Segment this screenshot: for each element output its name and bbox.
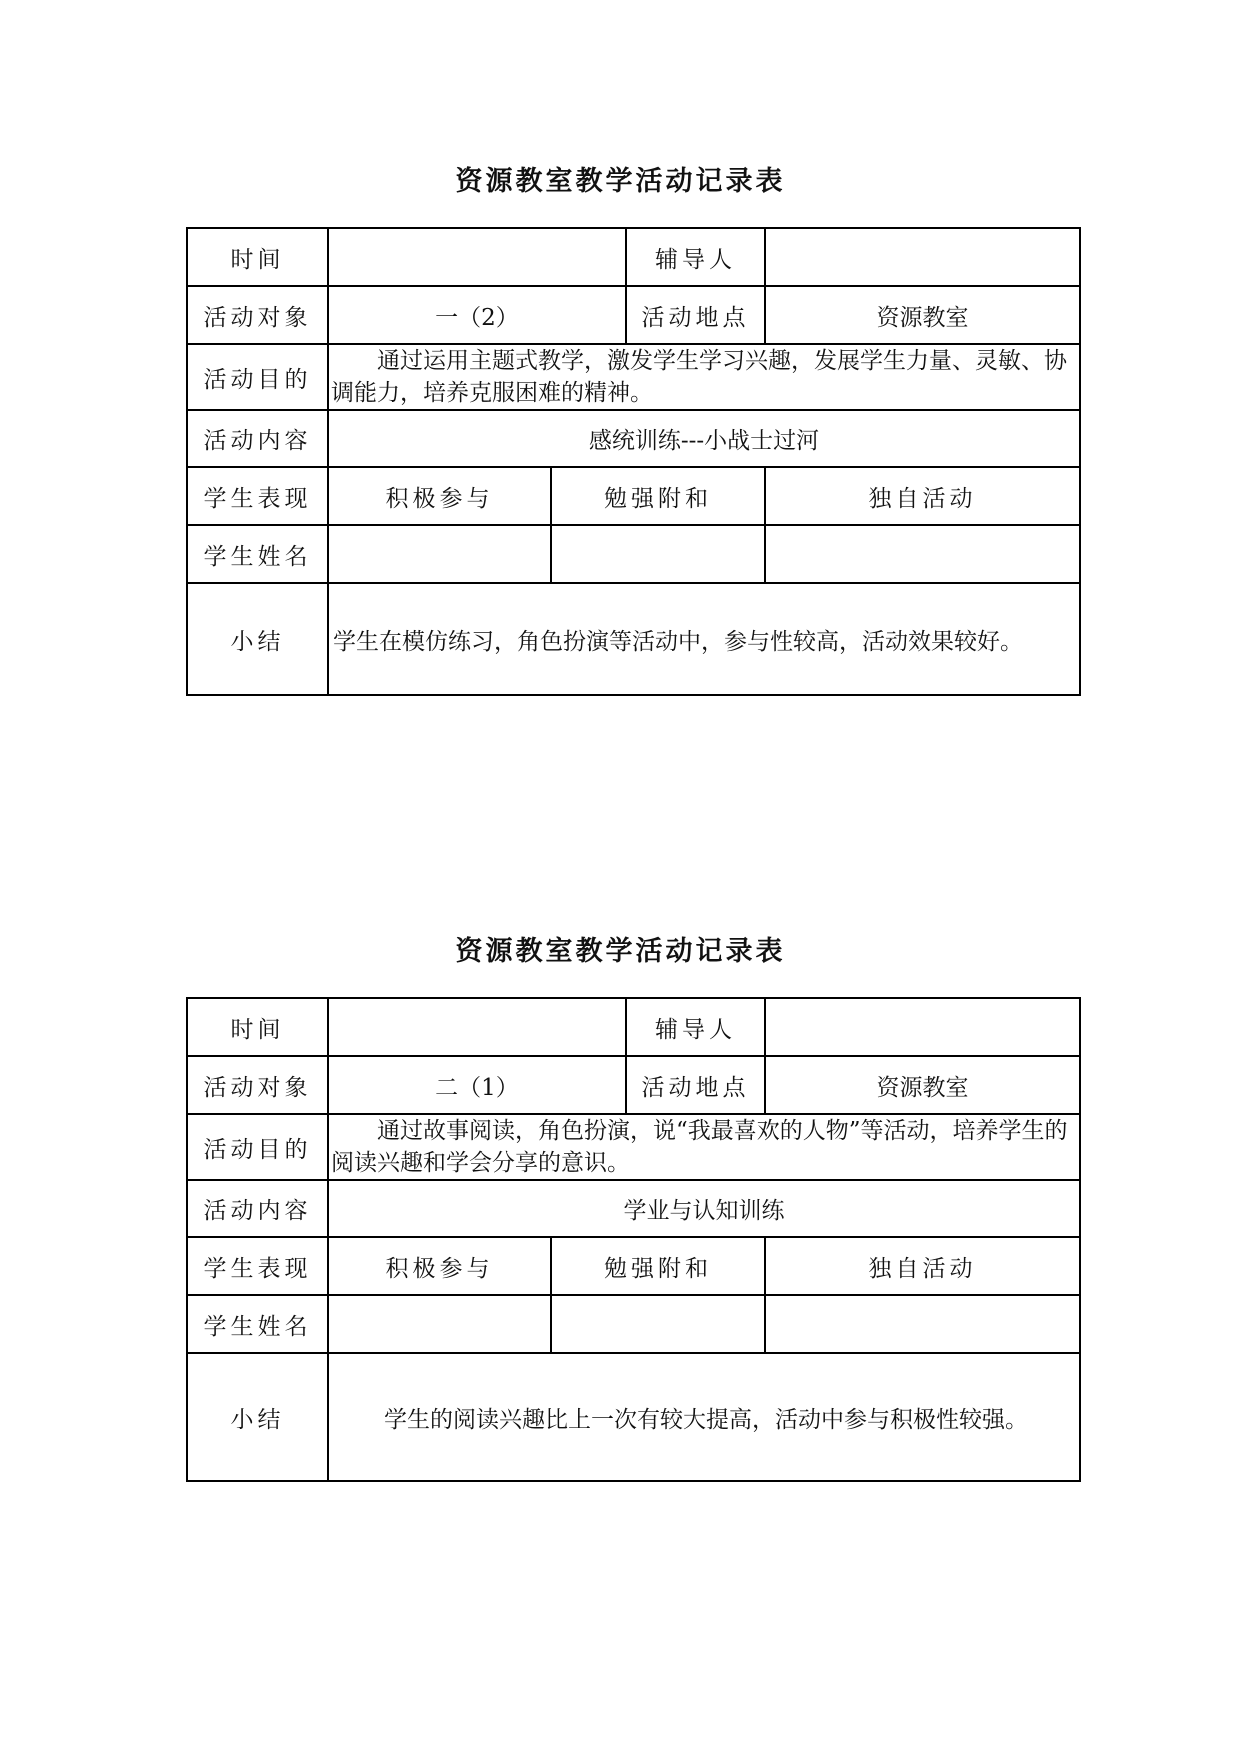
time-label: 时间 [187, 998, 328, 1056]
names-active-cell [328, 525, 551, 583]
content-value: 感统训练---小战士过河 [328, 410, 1080, 467]
names-label: 学生姓名 [187, 1295, 328, 1353]
names-active-cell [328, 1295, 551, 1353]
purpose-label: 活动目的 [187, 1114, 328, 1180]
tutor-value [765, 228, 1080, 286]
summary-label: 小结 [187, 583, 328, 695]
purpose-cell [328, 344, 1080, 410]
names-reluctant-cell [551, 525, 765, 583]
summary-label: 小结 [187, 1353, 328, 1481]
names-solo-cell [765, 1295, 1080, 1353]
location-label: 活动地点 [626, 1056, 765, 1114]
names-reluctant-cell [551, 1295, 765, 1353]
target-value: 一（2） [328, 286, 626, 344]
time-value [328, 998, 626, 1056]
record-table [186, 227, 1081, 696]
content-label: 活动内容 [187, 1180, 328, 1237]
performance-option-reluctant: 勉强附和 [551, 1237, 765, 1295]
tutor-label: 辅导人 [626, 998, 765, 1056]
performance-option-reluctant: 勉强附和 [551, 467, 765, 525]
location-label: 活动地点 [626, 286, 765, 344]
purpose-label: 活动目的 [187, 344, 328, 410]
content-label: 活动内容 [187, 410, 328, 467]
summary-value: 学生的阅读兴趣比上一次有较大提高，活动中参与积极性较强。 [328, 1353, 1080, 1481]
target-value: 二（1） [328, 1056, 626, 1114]
target-label: 活动对象 [187, 286, 328, 344]
summary-value: 学生在模仿练习，角色扮演等活动中，参与性较高，活动效果较好。 [328, 583, 1080, 695]
record-table [186, 997, 1081, 1482]
performance-label: 学生表现 [187, 467, 328, 525]
tutor-label: 辅导人 [626, 228, 765, 286]
content-value: 学业与认知训练 [328, 1180, 1080, 1237]
purpose-value: 通过故事阅读，角色扮演，说“我最喜欢的人物”等活动，培养学生的阅读兴趣和学会分享的意识。 [331, 1118, 1068, 1176]
record-title: 资源教室教学活动记录表 [455, 936, 786, 967]
purpose-cell [328, 1114, 1080, 1180]
record-title: 资源教室教学活动记录表 [455, 166, 786, 197]
names-label: 学生姓名 [187, 525, 328, 583]
performance-option-active: 积极参与 [328, 467, 551, 525]
performance-option-active: 积极参与 [328, 1237, 551, 1295]
target-label: 活动对象 [187, 1056, 328, 1114]
purpose-value: 通过运用主题式教学，激发学生学习兴趣，发展学生力量、灵敏、协调能力，培养克服困难的精神。 [331, 348, 1067, 406]
time-label: 时间 [187, 228, 328, 286]
names-solo-cell [765, 525, 1080, 583]
location-value: 资源教室 [765, 286, 1080, 344]
time-value [328, 228, 626, 286]
performance-option-solo: 独自活动 [765, 1237, 1080, 1295]
performance-option-solo: 独自活动 [765, 467, 1080, 525]
performance-label: 学生表现 [187, 1237, 328, 1295]
location-value: 资源教室 [765, 1056, 1080, 1114]
tutor-value [765, 998, 1080, 1056]
